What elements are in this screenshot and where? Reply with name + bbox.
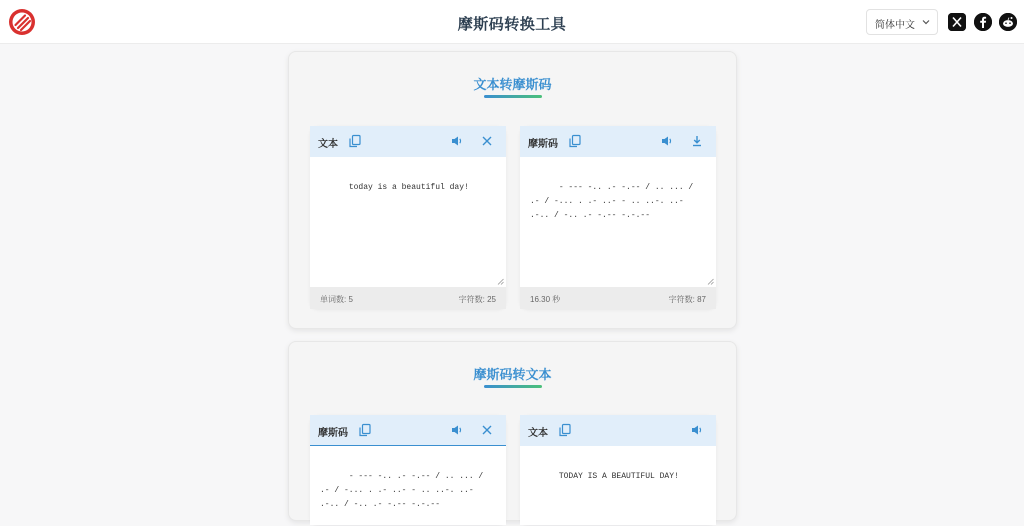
panel-header bbox=[520, 415, 716, 446]
panel-label: 文本 bbox=[528, 428, 548, 439]
morse-to-text-section bbox=[288, 341, 737, 521]
panel-label: 摩斯码 bbox=[318, 428, 348, 439]
text-input-panel bbox=[310, 126, 506, 309]
text-to-morse-section bbox=[288, 51, 737, 329]
section-title-underline bbox=[484, 385, 542, 388]
panel-label: 摩斯码 bbox=[528, 139, 558, 150]
speaker-icon[interactable] bbox=[450, 423, 464, 437]
copy-icon[interactable] bbox=[348, 134, 362, 148]
panel-header bbox=[520, 126, 716, 157]
section-title: 摩斯码转文本 bbox=[473, 367, 552, 382]
morse-input-value: - --- -.. .- -.-- / .. ... / .- / -... . .- ..- - .. ..-. ..- .-.. / -.. .- -.-- -.-.-- bbox=[320, 472, 489, 509]
chevron-down-icon bbox=[921, 17, 931, 27]
facebook-icon[interactable] bbox=[974, 13, 992, 31]
top-bar bbox=[0, 0, 1024, 44]
text-output[interactable] bbox=[520, 446, 716, 525]
panel-footer bbox=[520, 287, 716, 309]
copy-icon[interactable] bbox=[358, 423, 372, 437]
download-icon[interactable] bbox=[690, 134, 704, 148]
section-title-underline bbox=[484, 95, 542, 98]
x-icon[interactable] bbox=[948, 13, 966, 31]
resize-handle-icon[interactable] bbox=[707, 278, 714, 285]
panel-footer bbox=[310, 287, 506, 309]
speaker-icon[interactable] bbox=[660, 134, 674, 148]
text-output-value: TODAY IS A BEAUTIFUL DAY! bbox=[558, 472, 679, 481]
morse-input-panel bbox=[310, 415, 506, 525]
language-select[interactable] bbox=[866, 9, 938, 35]
speaker-icon[interactable] bbox=[450, 134, 464, 148]
close-icon[interactable] bbox=[480, 134, 494, 148]
text-output-panel bbox=[520, 415, 716, 525]
panel-label: 文本 bbox=[318, 139, 338, 150]
word-count: 单词数: 5 bbox=[320, 295, 353, 304]
panel-header bbox=[310, 415, 506, 446]
morse-input[interactable] bbox=[310, 446, 506, 525]
panel-header bbox=[310, 126, 506, 157]
text-input[interactable] bbox=[310, 157, 506, 287]
copy-icon[interactable] bbox=[558, 423, 572, 437]
char-count: 字符数: 87 bbox=[668, 295, 706, 304]
close-icon[interactable] bbox=[480, 423, 494, 437]
morse-output-value: - --- -.. .- -.-- / .. ... / .- / -... . .- ..- - .. ..-. ..- .-.. / -.. .- -.-- -.-.-- bbox=[530, 183, 699, 220]
copy-icon[interactable] bbox=[568, 134, 582, 148]
language-select-value: 简体中文 bbox=[875, 20, 915, 31]
section-title: 文本转摩斯码 bbox=[473, 77, 552, 92]
morse-output[interactable] bbox=[520, 157, 716, 287]
reddit-icon[interactable] bbox=[999, 13, 1017, 31]
app-title: 摩斯码转换工具 bbox=[457, 16, 567, 33]
playback-duration: 16.30 秒 bbox=[530, 295, 561, 304]
text-input-value: today is a beautiful day! bbox=[348, 183, 469, 192]
speaker-icon[interactable] bbox=[690, 423, 704, 437]
resize-handle-icon[interactable] bbox=[497, 278, 504, 285]
char-count: 字符数: 25 bbox=[458, 295, 496, 304]
morse-output-panel bbox=[520, 126, 716, 309]
